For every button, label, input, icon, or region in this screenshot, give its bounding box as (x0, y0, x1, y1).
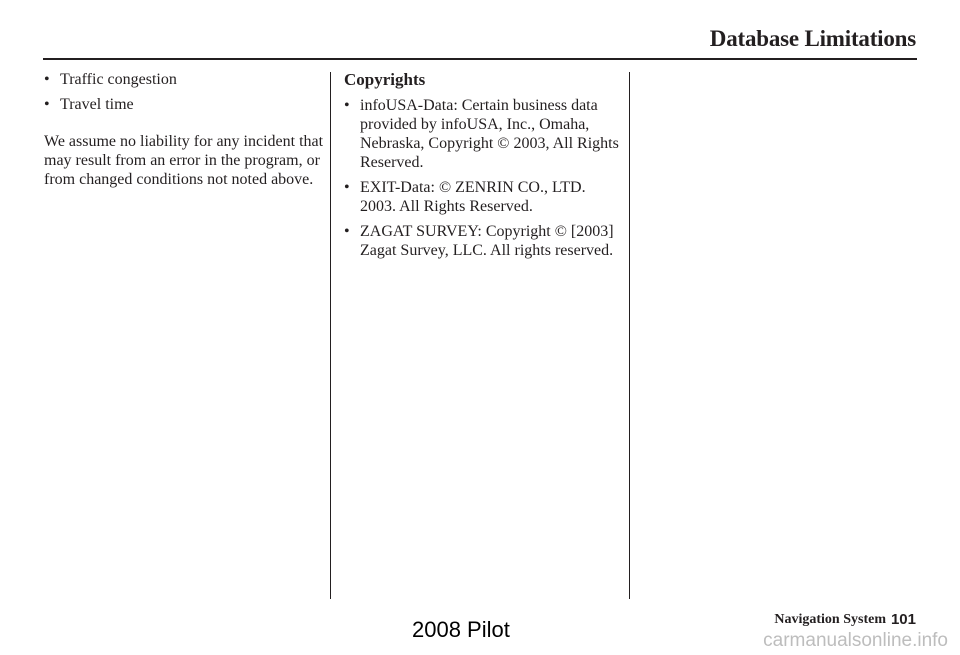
title-rule (43, 58, 917, 60)
list-item: • ZAGAT SURVEY: Copyright © [2003] Zagat Survey, LLC. All rights reserved. (344, 222, 624, 260)
liability-paragraph: We assume no liability for any incident that may result from an error in the program, or from changed conditions not noted above. (44, 133, 324, 188)
footer-section-label: Navigation System (774, 612, 886, 627)
middle-column (344, 70, 624, 266)
page-title: Database Limitations (709, 26, 916, 51)
limitations-list (44, 70, 324, 114)
copyrights-heading: Copyrights (344, 70, 426, 89)
copyrights-list (344, 96, 624, 260)
list-item: • infoUSA-Data: Certain business data provided by infoUSA, Inc., Omaha, Nebraska, Copyright © 2003, All Rights Reserved. (344, 96, 624, 172)
watermark-text: carmanualsonline.info (763, 630, 948, 651)
list-item: • Travel time (44, 95, 324, 114)
page-number: 101 (890, 611, 916, 628)
list-item: • EXIT-Data: © ZENRIN CO., LTD. 2003. All Rights Reserved. (344, 178, 624, 216)
left-column (44, 70, 324, 189)
column-divider-left (330, 72, 331, 599)
model-label: 2008 Pilot (412, 617, 510, 642)
list-item: • Traffic congestion (44, 70, 324, 89)
column-divider-right (629, 72, 630, 599)
